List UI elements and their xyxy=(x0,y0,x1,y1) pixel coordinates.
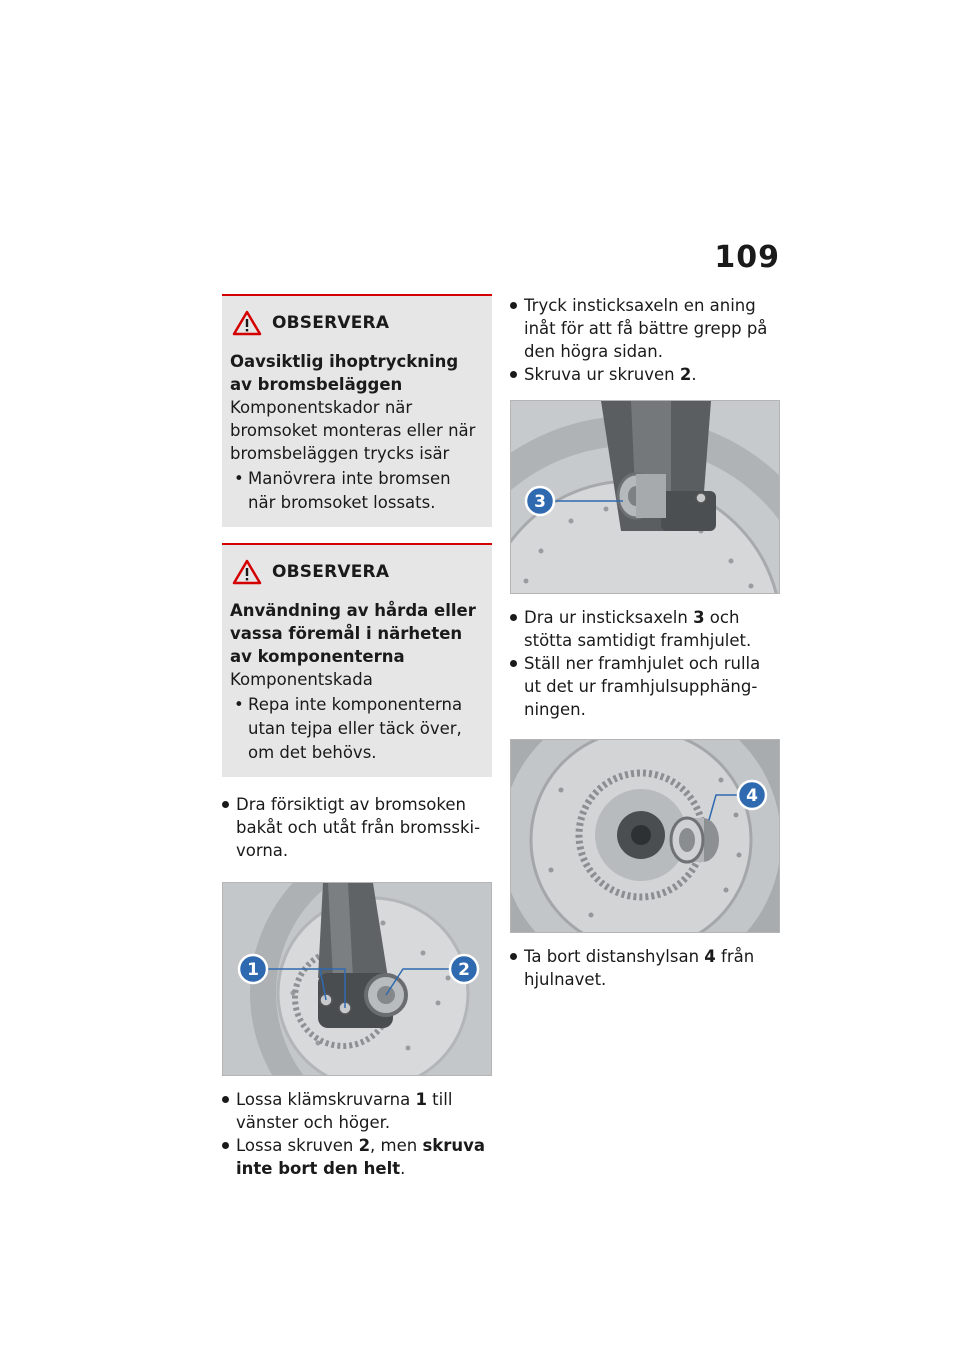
notice-label: OBSERVERA xyxy=(272,562,390,582)
callout-4: 4 xyxy=(746,786,758,806)
step-remove-spacer xyxy=(510,945,780,991)
spacer-illustration xyxy=(511,740,780,933)
ref-number: 2 xyxy=(358,1136,371,1155)
notice-text: Komponentskada xyxy=(230,670,373,689)
bullet-dot xyxy=(222,801,229,808)
emphasis-text: skruva inte bort den helt xyxy=(236,1136,486,1178)
step-text: Ställ ner framhjulet och rulla ut det ur framhjulsupphängningen. xyxy=(524,654,761,719)
step-text: Lossa klämskruvarna xyxy=(236,1090,416,1109)
ref-number: 2 xyxy=(679,365,692,384)
notice-item: • Repa inte komponenterna utan tejpa eller täck över, om det behövs. xyxy=(230,693,482,765)
notice-box-1 xyxy=(222,294,492,527)
notice-title: Användning av hårda eller vassa föremål i närheten av komponenterna xyxy=(230,601,476,666)
notice-title: Oavsiktlig ihoptryckning av bromsbeläggen xyxy=(230,352,459,394)
step-text: Dra ur insticksaxeln xyxy=(524,608,694,627)
step-text: . xyxy=(400,1159,406,1178)
step-text: Ta bort distanshylsan xyxy=(524,947,705,966)
step-unscrew-screw xyxy=(510,363,780,386)
callout-1: 1 xyxy=(247,960,259,980)
notice-label: OBSERVERA xyxy=(272,313,390,333)
step-loosen-clamp-screws xyxy=(222,1088,492,1134)
step-loosen-screw xyxy=(222,1134,492,1180)
step-text: Lossa skruven xyxy=(236,1136,359,1155)
bullet-dot xyxy=(510,953,517,960)
bullet-dot xyxy=(510,614,517,621)
figure-spacer-sleeve xyxy=(510,739,780,933)
bullet-dot xyxy=(510,371,517,378)
notice-item: • Manövrera inte bromsen när bromsoket lossats. xyxy=(230,467,482,515)
step-text: Tryck insticksaxeln en aning inåt för att få bättre grepp på den högra sidan. xyxy=(524,296,768,361)
bullet-dot xyxy=(510,302,517,309)
step-text: från hjulnavet. xyxy=(524,947,755,989)
step-text: till vänster och höger. xyxy=(236,1090,453,1132)
step-text: och stötta samtidigt framhjulet. xyxy=(524,608,752,650)
figure-axle-removal xyxy=(510,400,780,594)
bullet-dot xyxy=(222,1142,229,1149)
bullet-dot xyxy=(222,1096,229,1103)
notice-header xyxy=(230,310,482,336)
bullet-dot xyxy=(510,660,517,667)
step-text: . xyxy=(691,365,697,384)
step-text: Dra försiktigt av bromsoken bakåt och utåt från bromsskivorna. xyxy=(236,795,481,860)
warning-triangle-icon xyxy=(232,310,262,336)
step-push-axle xyxy=(510,294,780,363)
warning-triangle-icon xyxy=(232,559,262,585)
step-roll-out-wheel xyxy=(510,652,780,721)
axle-illustration xyxy=(511,401,780,594)
ref-number: 1 xyxy=(415,1090,427,1109)
notice-box-2 xyxy=(222,543,492,777)
page-number: 109 xyxy=(714,240,780,275)
notice-header xyxy=(230,559,482,585)
step-text: Skruva ur skruven xyxy=(524,365,680,384)
ref-number: 4 xyxy=(704,947,716,966)
left-column xyxy=(222,294,492,1180)
step-text: , men xyxy=(370,1136,423,1155)
right-column xyxy=(510,294,780,991)
step-pull-axle xyxy=(510,606,780,652)
ref-number: 3 xyxy=(693,608,705,627)
figure-clamp-screws xyxy=(222,882,492,1076)
wheel-hub-illustration xyxy=(223,883,492,1076)
callout-2: 2 xyxy=(458,960,470,980)
callout-3: 3 xyxy=(534,492,546,512)
step-pull-brake-caliper xyxy=(222,793,492,862)
notice-text: Komponentskador när bromsoket monteras eller när bromsbeläggen trycks isär xyxy=(230,398,476,463)
